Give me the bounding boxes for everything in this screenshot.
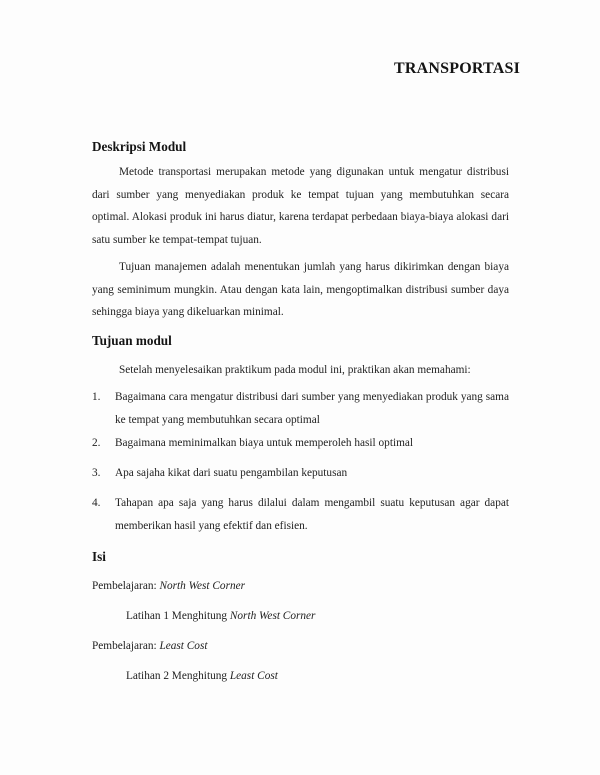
- isi-entry-prefix: Latihan 2 Menghitung: [126, 670, 230, 682]
- section-heading-tujuan: Tujuan modul: [92, 333, 172, 348]
- list-text: Apa sajaha kikat dari suatu pengambilan keputusan: [115, 467, 348, 479]
- list-item: [92, 492, 509, 537]
- isi-entry-emphasis: North West Corner: [159, 580, 246, 592]
- section-heading-isi: Isi: [92, 549, 106, 564]
- list-number: 2.: [92, 437, 101, 449]
- tujuan-intro: Setelah menyelesaikan praktikum pada modul ini, praktikan akan memahami:: [119, 364, 471, 376]
- isi-entry-pembelajaran-2: [92, 640, 207, 652]
- list-item: [92, 462, 509, 485]
- list-item: [92, 432, 509, 455]
- list-text: Bagaimana cara mengatur distribusi dari sumber yang menyediakan produk yang sama ke tempat yang membutuhkan secara optimal: [115, 391, 509, 426]
- isi-entry-emphasis: Least Cost: [159, 640, 208, 652]
- list-text: Bagaimana meminimalkan biaya untuk memperoleh hasil optimal: [115, 437, 414, 449]
- isi-entry-prefix: Latihan 1 Menghitung: [126, 610, 230, 622]
- list-item: [92, 386, 509, 431]
- isi-entry-prefix: Pembelajaran:: [92, 640, 160, 652]
- paragraph-deskripsi-1: Metode transportasi merupakan metode yang digunakan untuk mengatur distribusi dari sumber yang menyediakan produk ke tempat tujuan yang membutuhkan secara optimal. Alokasi produk ini harus diatur, karena terdapat perbedaan biaya-biaya alokasi dari satu sumber ke tempat-tempat tujuan.: [92, 166, 509, 246]
- list-text: Tahapan apa saja yang harus dilalui dalam mengambil suatu keputusan agar dapat memberikan hasil yang efektif dan efisien.: [115, 497, 509, 532]
- isi-entry-latihan-1: [126, 610, 315, 622]
- isi-entry-prefix: Pembelajaran:: [92, 580, 160, 592]
- list-number: 1.: [92, 391, 101, 403]
- isi-entry-emphasis: Least Cost: [229, 670, 278, 682]
- document-title: TRANSPORTASI: [394, 60, 521, 77]
- section-heading-deskripsi: Deskripsi Modul: [92, 139, 187, 154]
- list-number: 4.: [92, 497, 101, 509]
- paragraph-deskripsi-2: Tujuan manajemen adalah menentukan jumlah yang harus dikirimkan dengan biaya yang seminimum mungkin. Atau dengan kata lain, mengoptimalkan distribusi sumber daya sehingga biaya yang dikeluarkan minimal.: [92, 261, 509, 319]
- isi-entry-emphasis: North West Corner: [229, 610, 316, 622]
- list-number: 3.: [92, 467, 101, 479]
- isi-entry-pembelajaran-1: [92, 580, 245, 592]
- isi-entry-latihan-2: [126, 670, 278, 682]
